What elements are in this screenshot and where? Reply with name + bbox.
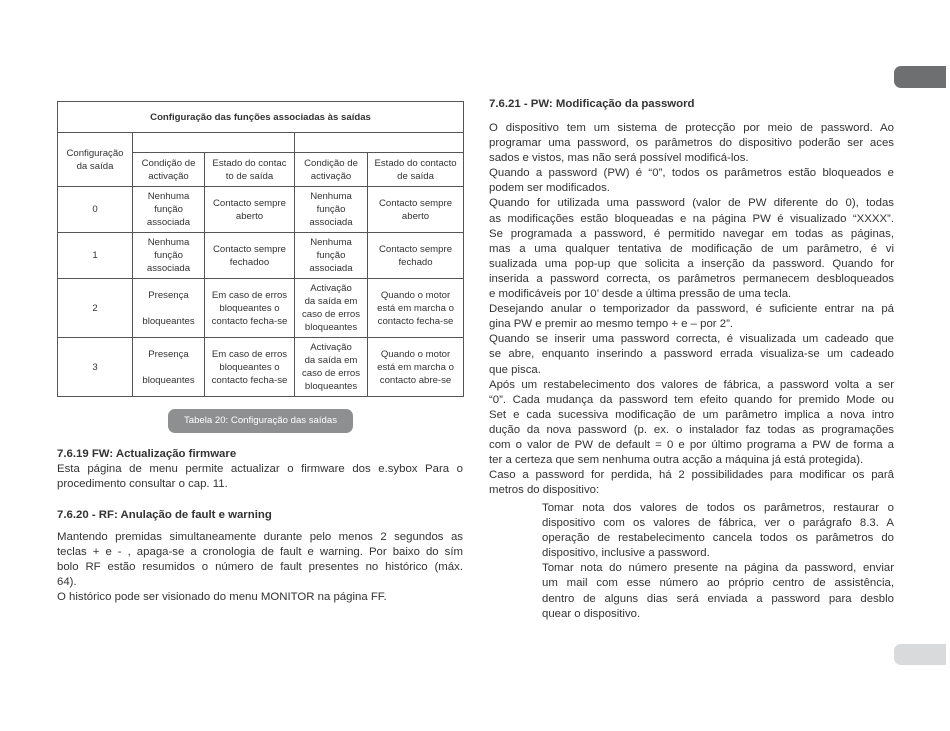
section-body-pw xyxy=(489,121,894,498)
text-line: Set e cada sucessiva modificação de um parâmetro implica a nova intro xyxy=(489,408,894,421)
section-title-rf: 7.6.20 - RF: Anulação de fault e warning xyxy=(57,509,272,521)
group-header-out1 xyxy=(133,133,295,153)
text-line: um mail com esse número ao próprio centro de assistência, xyxy=(542,577,894,590)
table-cell: Em caso de erros bloqueantes o contacto fecha-se xyxy=(205,279,295,338)
text-line: Quando for utilizada uma password (valor de PW diferente do 0), todas xyxy=(489,197,894,210)
table-cell: Contacto sempre fechadoo xyxy=(205,233,295,279)
text-line: dispositivo com os valores de fábrica, ver o parágrafo 8.3. A xyxy=(542,517,894,530)
group-header-out2 xyxy=(295,133,464,153)
text-line: Caso a password for perdida, há 2 possibilidades para modificar os parâ xyxy=(489,469,894,482)
table-row xyxy=(58,187,464,233)
text-line: programar uma password, os parâmetros do dispositivo poderão ser aces xyxy=(489,137,894,150)
table-cell: Contacto sempre aberto xyxy=(205,187,295,233)
text-line: Tomar nota do número presente na página da password, enviar xyxy=(542,562,894,575)
table-cell: Presença bloqueantes xyxy=(133,338,205,397)
row-id-cell: 1 xyxy=(58,233,133,279)
text-line: O histórico pode ser visionado do menu MONITOR na página FF. xyxy=(57,591,387,604)
recovery-options-list xyxy=(542,501,894,622)
section-body-rf xyxy=(57,530,463,605)
text-line: Tomar nota dos valores de todos os parâmetros, restaurar o xyxy=(542,502,894,514)
text-line: e modificáveis por 10’ desde a última pressão de uma tecla. xyxy=(489,288,792,301)
table-title: Configuração das funções associadas às saídas xyxy=(58,102,464,133)
table-cell: Nenhuma função associada xyxy=(295,187,368,233)
table-caption: Tabela 20: Configuração das saídas xyxy=(168,409,353,433)
table-cell: Quando o motor está em marcha o contacto abre-se xyxy=(368,338,464,397)
text-line: com o valor de PW de default = 0 e por último programa a PW de forma a xyxy=(489,438,894,451)
text-line: Desejando anular o temporizador da password, é suficiente entrar na pá xyxy=(489,303,894,316)
text-line: sualizada uma pop-up que solicita a inserção da password. Quando for xyxy=(489,257,894,270)
text-line: Quando a password (PW) é “0”, todos os parâmetros estão bloqueados e xyxy=(489,167,894,180)
row-id-cell: 2 xyxy=(58,279,133,338)
table-row xyxy=(58,279,464,338)
col-header: Condição de activação xyxy=(295,153,368,187)
text-line: bolo RF estão resumidos o número de fault presentes no histórico (máx. xyxy=(57,561,463,574)
text-line: dispositivo, inclusive a password. xyxy=(542,547,710,560)
outputs-config-table xyxy=(57,101,464,397)
text-line: gina PW e premir ao mesmo tempo + e – por 2”. xyxy=(489,318,734,331)
row-header-cell: Configuração da saída xyxy=(58,133,133,187)
text-line: quear o dispositivo. xyxy=(542,607,641,620)
text-line: que pisca. xyxy=(489,363,541,376)
chapter-tab-marker xyxy=(894,66,946,88)
col-header: Estado do contacto de saída xyxy=(368,153,464,187)
text-line: dução da nova password (p. ex. o instalador faz todas as programações xyxy=(489,423,894,436)
text-line: metros do dispositivo: xyxy=(489,484,600,497)
table-cell: Nenhuma função associada xyxy=(295,233,368,279)
table-cell: Activação da saída em caso de erros bloqueantes xyxy=(295,279,368,338)
text-line: “0”. Cada mudança da password tem efeito quando for premido Mode ou xyxy=(489,393,894,406)
text-line: Esta página de menu permite actualizar o firmware dos e.sybox Para o xyxy=(57,463,463,475)
text-line: teclas + e - , apaga-se a cronologia de fault e warning. Por baixo do sím xyxy=(57,546,463,559)
text-line: Após um restabelecimento dos valores de fábrica, a password volta a ser xyxy=(489,378,894,391)
col-header: Estado do contac to de saída xyxy=(205,153,295,187)
text-line: mas a uma qualquer tentativa de modificação de um parâmetro, é vi xyxy=(489,242,894,255)
table-cell: Presença bloqueantes xyxy=(133,279,205,338)
text-line: operação de restabelecimento cancela todos os parâmetros do xyxy=(542,532,894,545)
text-line: as modificações estão bloqueadas e na página PW é visualizado “XXXX”. xyxy=(489,212,894,225)
table-cell: Contacto sempre aberto xyxy=(368,187,464,233)
table-cell: Nenhuma função associada xyxy=(133,187,205,233)
table-cell: Contacto sempre fechado xyxy=(368,233,464,279)
section-body-fw xyxy=(57,462,463,492)
text-line: Se programada a password, é permitido navegar em todas as páginas, xyxy=(489,227,894,240)
text-line: procedimento consultar o cap. 11. xyxy=(57,478,228,491)
text-line: podem ser modificados. xyxy=(489,182,610,195)
text-line: se abre, enquanto inserindo a password errada visualiza-se um cadeado xyxy=(489,348,894,361)
text-line: Quando se inserir uma password correcta, é visualizada um cadeado que xyxy=(489,333,894,346)
text-line: ter a certeza que sem nenhuma outra acção a máquina já está protegida). xyxy=(489,454,864,467)
text-line: inserida a password correcta, os parâmetros permanecem desbloqueados xyxy=(489,272,894,285)
col-header: Condição de activação xyxy=(133,153,205,187)
table-cell: Em caso de erros bloqueantes o contacto fecha-se xyxy=(205,338,295,397)
row-id-cell: 0 xyxy=(58,187,133,233)
text-line: sados e vistos, mas não será possível modificá-los. xyxy=(489,152,749,165)
table-cell: Activação da saída em caso de erros bloqueantes xyxy=(295,338,368,397)
table-row xyxy=(58,233,464,279)
table-cell: Nenhuma função associada xyxy=(133,233,205,279)
page-tab-marker xyxy=(894,644,946,665)
text-line: 64). xyxy=(57,576,77,589)
text-line: O dispositivo tem um sistema de protecção por meio de password. Ao xyxy=(489,122,894,134)
section-title-pw: 7.6.21 - PW: Modificação da password xyxy=(489,98,695,110)
text-line: dentro de alguns dias será enviada a password para desblo xyxy=(542,592,894,605)
table-cell: Quando o motor está em marcha o contacto fecha-se xyxy=(368,279,464,338)
section-title-fw: 7.6.19 FW: Actualização firmware xyxy=(57,448,237,460)
text-line: Mantendo premidas simultaneamente durante pelo menos 2 segundos as xyxy=(57,531,463,543)
table-row xyxy=(58,338,464,397)
row-id-cell: 3 xyxy=(58,338,133,397)
